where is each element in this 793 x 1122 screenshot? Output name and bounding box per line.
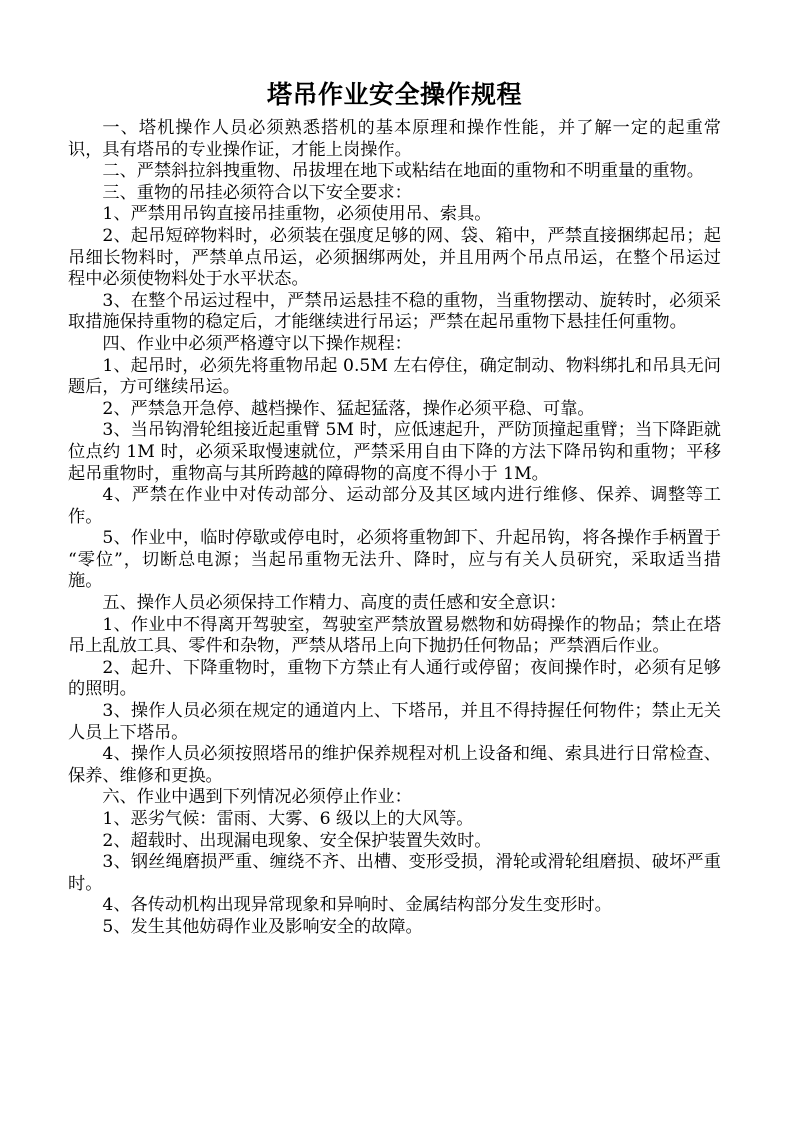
paragraph-19: 1、恶劣气候：雷雨、大雾、6 级以上的大风等。 [102,809,474,829]
paragraph-4: 1、严禁用吊钩直接吊挂重物，必须使用吊、索具。 [102,204,492,225]
paragraph-8: 1、起吊时，必须先将重物吊起 0.5M 左右停住，确定制动、物料绑扎和吊具无问题后，方可继续吊运。 [68,355,721,398]
paragraph-14: 1、作业中不得离开驾驶室，驾驶室严禁放置易燃物和妨碍操作的物品；禁止在塔吊上乱放工具、零件和杂物，严禁从塔吊上向下抛扔任何物品；严禁酒后作业。 [68,614,721,657]
document-body [68,118,721,939]
paragraph-3: 三、重物的吊挂必须符合以下安全要求： [102,182,412,203]
paragraph-12: 5、作业中，临时停歇或停电时，必须将重物卸下、升起吊钩，将各操作手柄置于“零位”，切断总电源；当起吊重物无法升、降时，应与有关人员研究，采取适当措施。 [68,528,721,592]
paragraph-13: 五、操作人员必须保持工作精力、高度的责任感和安全意识： [102,593,567,614]
paragraph-7: 四、作业中必须严格遵守以下操作规程： [102,333,412,354]
paragraph-18: 六、作业中遇到下列情况必须停止作业： [102,787,412,808]
paragraph-9: 2、严禁急开急停、越档操作、猛起猛落，操作必须平稳、可靠。 [102,398,595,419]
paragraph-22: 4、各传动机构出现异常现象和异响时、金属结构部分发生变形时。 [102,895,612,916]
paragraph-23: 5、发生其他妨碍作业及影响安全的故障。 [102,916,423,937]
paragraph-15: 2、起升、下降重物时，重物下方禁止有人通行或停留；夜间操作时，必须有足够的照明。 [68,657,721,700]
paragraph-11: 4、严禁在作业中对传动部分、运动部分及其区域内进行维修、保养、调整等工作。 [68,485,721,527]
page-title: 塔吊作业安全操作规程 [266,80,522,109]
paragraph-21: 3、钢丝绳磨损严重、缠绕不齐、出槽、变形受损，滑轮或滑轮组磨损、破坏严重时。 [68,852,721,894]
paragraph-1: 一、塔机操作人员必须熟悉搭机的基本原理和操作性能，并了解一定的起重常识，具有塔吊的专业操作证，才能上岗操作。 [68,118,721,160]
paragraph-5: 2、起吊短碎物料时，必须装在强度足够的网、袋、箱中，严禁直接捆绑起吊；起吊细长物料时，严禁单点吊运，必须捆绑两处，并且用两个吊点吊运，在整个吊运过程中必须使物料处于水平状态。 [68,225,721,290]
paragraph-17: 4、操作人员必须按照塔吊的维护保养规程对机上设备和绳、索具进行日常检查、保养、维修和更换。 [68,744,721,786]
paragraph-6: 3、在整个吊运过程中，严禁吊运悬挂不稳的重物，当重物摆动、旋转时，必须采取措施保持重物的稳定后，才能继续进行吊运；严禁在起吊重物下悬挂任何重物。 [68,290,721,333]
paragraph-16: 3、操作人员必须在规定的通道内上、下塔吊，并且不得持握任何物件；禁止无关人员上下塔吊。 [68,701,721,743]
paragraph-20: 2、超载时、出现漏电现象、安全保护装置失效时。 [102,830,492,851]
paragraph-2: 二、严禁斜拉斜拽重物、吊拔埋在地下或粘结在地面的重物和不明重量的重物。 [102,161,704,182]
paragraph-10: 3、当吊钩滑轮组接近起重臂 5M 时，应低速起升，严防顶撞起重臂；当下降距就位点约 1M 时，必须采取慢速就位，严禁采用自由下降的方法下降吊钩和重物；平移起吊重物时，重物高与其所跨越的障碍物的高度不得小于 1M。 [68,420,721,484]
